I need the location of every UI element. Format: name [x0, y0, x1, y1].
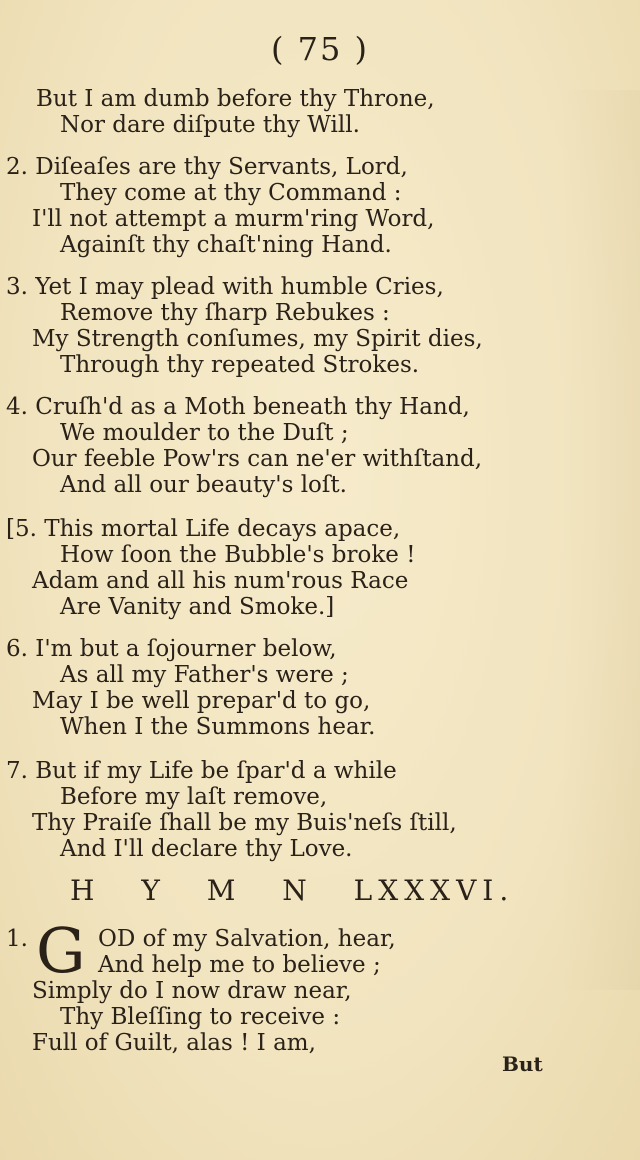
verse-line: 2. Diſeaſes are thy Servants, Lord, [6, 154, 408, 180]
verse-line: [5. This mortal Life decays apace, [6, 516, 401, 542]
verse-line: Remove thy ſharp Rebukes : [60, 300, 390, 326]
verse-line: Nor dare diſpute thy Will. [60, 112, 360, 138]
verse-line: And all our beauty's loſt. [60, 472, 347, 498]
verse-line: Our feeble Pow'rs can ne'er withſtand, [32, 446, 483, 472]
drop-cap-letter: G [36, 914, 86, 987]
verse-line: Simply do I now draw near, [32, 978, 352, 1004]
verse-line: And I'll declare thy Love. [60, 836, 353, 862]
verse-line: 3. Yet I may plead with humble Cries, [6, 274, 444, 300]
verse-line: As all my Father's were ; [60, 662, 349, 688]
verse-line: Are Vanity and Smoke.] [60, 594, 335, 620]
verse-line: 7. But if my Life be ſpar'd a while [6, 758, 397, 784]
verse-line: We moulder to the Duſt ; [60, 420, 349, 446]
verse-line: How ſoon the Bubble's broke ! [60, 542, 416, 568]
verse-line: Againſt thy chaſt'ning Hand. [60, 232, 392, 258]
verse-line: My Strength conſumes, my Spirit dies, [32, 326, 483, 352]
verse-line: They come at thy Command : [60, 180, 402, 206]
verse-line: Full of Guilt, alas ! I am, [32, 1030, 316, 1056]
verse-line: 6. I'm but a ſojourner below, [6, 636, 337, 662]
page-number: ( 75 ) [270, 30, 370, 68]
catchword: But [502, 1052, 543, 1076]
verse-line: Through thy repeated Strokes. [60, 352, 420, 378]
verse-line: And help me to believe ; [98, 952, 381, 978]
verse-line: But I am dumb before thy Throne, [36, 86, 435, 112]
show-through-shadow [560, 90, 640, 990]
verse-line: OD of my Salvation, hear, [98, 926, 396, 952]
verse-line: Thy Praiſe ſhall be my Buis'neſs ſtill, [32, 810, 457, 836]
verse-line: Before my laſt remove, [60, 784, 328, 810]
hymn-title: H Y M N LXXXVI. [70, 874, 515, 907]
verse-number: 1. [6, 926, 28, 952]
verse-line: May I be well prepar'd to go, [32, 688, 371, 714]
verse-line: 4. Cruſh'd as a Moth beneath thy Hand, [6, 394, 470, 420]
verse-line: Thy Bleſſing to receive : [60, 1004, 341, 1030]
verse-line: Adam and all his num'rous Race [32, 568, 409, 594]
verse-line: When I the Summons hear. [60, 714, 376, 740]
verse-line: I'll not attempt a murm'ring Word, [32, 206, 435, 232]
